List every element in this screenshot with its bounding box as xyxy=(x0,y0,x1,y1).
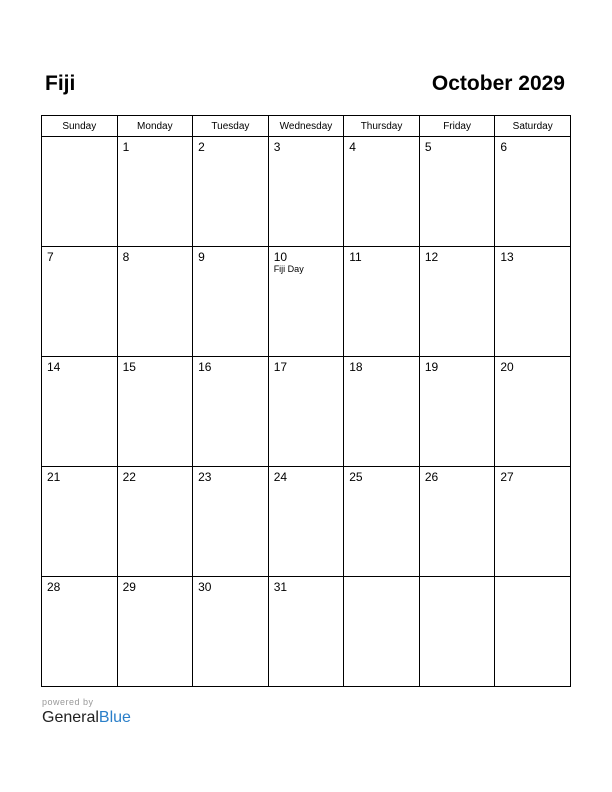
day-number: 30 xyxy=(198,580,212,594)
day-number: 6 xyxy=(500,140,508,154)
day-cell xyxy=(344,577,420,687)
day-number: 26 xyxy=(424,470,439,484)
day-number: 4 xyxy=(349,140,356,154)
day-cell xyxy=(268,577,344,687)
day-number: 20 xyxy=(500,360,514,374)
day-number: 15 xyxy=(122,360,136,374)
day-cell xyxy=(42,357,118,467)
day-cell xyxy=(268,137,344,247)
day-number: 1 xyxy=(122,140,130,154)
day-cell xyxy=(344,357,420,467)
day-number: 13 xyxy=(500,250,514,264)
day-cell xyxy=(42,137,118,247)
day-cell xyxy=(117,357,193,467)
day-cell xyxy=(268,247,344,357)
day-cell xyxy=(117,467,193,577)
day-cell xyxy=(42,467,118,577)
day-cell xyxy=(344,137,420,247)
day-number: 18 xyxy=(349,360,363,374)
generalblue-logo xyxy=(42,709,131,727)
day-number: 8 xyxy=(122,250,130,264)
day-number: 19 xyxy=(424,360,439,374)
logo-general-text: General xyxy=(42,709,99,726)
day-cell xyxy=(193,467,269,577)
week-row xyxy=(42,137,571,247)
day-number xyxy=(495,577,570,580)
day-cell xyxy=(419,247,495,357)
day-cell xyxy=(117,137,193,247)
day-cell xyxy=(344,247,420,357)
day-cell xyxy=(117,247,193,357)
week-row xyxy=(42,577,571,687)
day-cell xyxy=(344,467,420,577)
weekday-header: Wednesday xyxy=(268,116,344,137)
generalblue-brand xyxy=(42,697,131,727)
logo-blue-text: Blue xyxy=(98,709,131,726)
day-number: 23 xyxy=(198,470,212,484)
day-cell xyxy=(419,357,495,467)
day-cell xyxy=(193,137,269,247)
day-number: 11 xyxy=(349,250,362,264)
weekday-header: Friday xyxy=(419,116,495,137)
day-cell xyxy=(419,137,495,247)
day-cell xyxy=(193,357,269,467)
day-number: 17 xyxy=(273,360,288,374)
day-cell xyxy=(117,577,193,687)
weekday-header: Tuesday xyxy=(193,116,269,137)
week-row xyxy=(42,467,571,577)
day-number: 3 xyxy=(273,140,281,154)
weekday-header-row xyxy=(42,116,571,137)
day-number: 31 xyxy=(273,580,288,594)
day-number: 9 xyxy=(198,250,205,264)
day-number: 14 xyxy=(47,360,61,374)
day-number: 27 xyxy=(500,470,514,484)
day-cell xyxy=(495,467,571,577)
day-number: 12 xyxy=(424,250,439,264)
day-number: 7 xyxy=(47,250,54,264)
day-cell xyxy=(495,577,571,687)
weekday-header: Sunday xyxy=(42,116,118,137)
day-cell xyxy=(42,577,118,687)
day-number: 29 xyxy=(122,580,136,594)
day-number: 10 xyxy=(273,250,288,264)
weekday-header: Thursday xyxy=(344,116,420,137)
day-number xyxy=(420,577,495,580)
day-cell xyxy=(419,577,495,687)
day-number: 24 xyxy=(273,470,288,484)
month-title: October 2029 xyxy=(431,72,565,95)
country-title: Fiji xyxy=(45,72,76,95)
day-number: 5 xyxy=(424,140,432,154)
week-row xyxy=(42,247,571,357)
day-cell xyxy=(193,247,269,357)
day-number: 2 xyxy=(198,140,205,154)
calendar-grid xyxy=(41,115,571,687)
week-row xyxy=(42,357,571,467)
day-number xyxy=(344,577,419,580)
day-number: 25 xyxy=(349,470,363,484)
day-number: 22 xyxy=(122,470,136,484)
weekday-header: Saturday xyxy=(495,116,571,137)
day-cell xyxy=(419,467,495,577)
day-number: 28 xyxy=(47,580,61,594)
day-cell xyxy=(495,137,571,247)
day-number: 21 xyxy=(47,470,61,484)
day-number xyxy=(42,137,117,140)
day-cell xyxy=(495,357,571,467)
powered-by-label: powered by xyxy=(42,697,94,707)
day-cell xyxy=(495,247,571,357)
day-cell xyxy=(193,577,269,687)
day-cell xyxy=(268,357,344,467)
day-number: 16 xyxy=(198,360,212,374)
day-cell xyxy=(42,247,118,357)
holiday-label: Fiji Day xyxy=(273,264,304,274)
weekday-header: Monday xyxy=(117,116,193,137)
day-cell xyxy=(268,467,344,577)
